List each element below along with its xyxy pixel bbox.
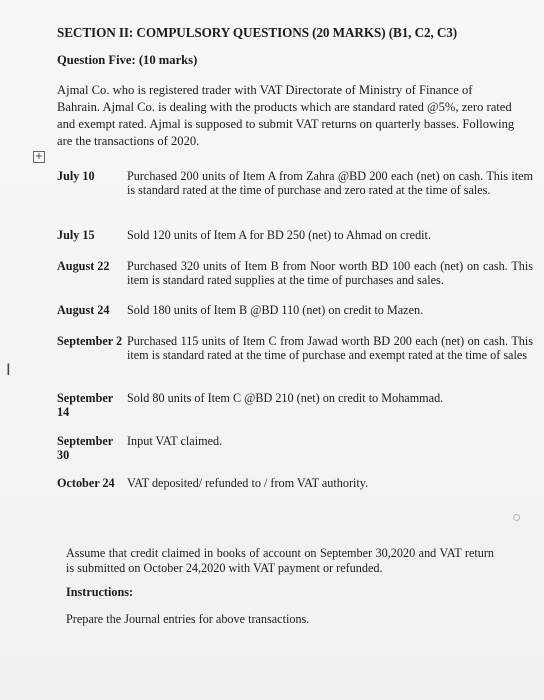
transaction-date: August 22 [57, 259, 110, 273]
instructions-text: Prepare the Journal entries for above transactions. [66, 612, 310, 626]
assumption-paragraph: Assume that credit claimed in books of account on September 30,2020 and VAT return is submitted on October 24,2020 with VAT payment or refunded. [66, 546, 494, 575]
transaction-description: Sold 180 units of Item B @BD 110 (net) on credit to Mazen. [127, 303, 424, 317]
circle-mark-icon [513, 514, 520, 521]
transaction-date: September 30 [57, 434, 113, 462]
transaction-date: October 24 [57, 476, 115, 490]
transaction-description: Purchased 200 units of Item A from Zahra @BD 200 each (net) on cash. This item is standard rated at the time of purchase and zero rated at the time of sales. [127, 169, 533, 197]
transaction-description: Sold 80 units of Item C @BD 210 (net) on credit to Mohammad. [127, 391, 444, 405]
table-move-handle-icon[interactable]: + [34, 151, 44, 162]
transaction-date: September 14 [57, 391, 113, 419]
transaction-description: Purchased 115 units of Item C from Jawad worth BD 200 each (net) on cash. This item is standard rated at the time of purchase and exempt rated at the time of sales [127, 334, 533, 362]
transaction-date: September 2 [57, 334, 123, 348]
question-title: Question Five: (10 marks) [57, 53, 198, 67]
transaction-description: VAT deposited/ refunded to / from VAT authority. [127, 476, 369, 490]
section-title: SECTION II: COMPULSORY QUESTIONS (20 MARKS) (B1, C2, C3) [57, 25, 458, 40]
instructions-label: Instructions: [66, 585, 134, 599]
intro-paragraph: Ajmal Co. who is registered trader with VAT Directorate of Ministry of Finance of Bahrain. Ajmal Co. is dealing with the products which are standard rated @5%, zero rated and exempt rated. Ajmal is supposed to submit VAT returns on quarterly basses. Following are the transactions of 2020. [57, 83, 515, 148]
transaction-description: Input VAT claimed. [127, 434, 223, 448]
text-cursor-icon: I [6, 360, 11, 379]
transaction-date: July 10 [57, 169, 95, 183]
transaction-date: August 24 [57, 303, 110, 317]
transaction-date: July 15 [57, 228, 95, 242]
transaction-description: Purchased 320 units of Item B from Noor worth BD 100 each (net) on cash. This item is standard rated supplies at the time of purchases and sales. [127, 259, 533, 287]
transaction-description: Sold 120 units of Item A for BD 250 (net) to Ahmad on credit. [127, 228, 431, 242]
